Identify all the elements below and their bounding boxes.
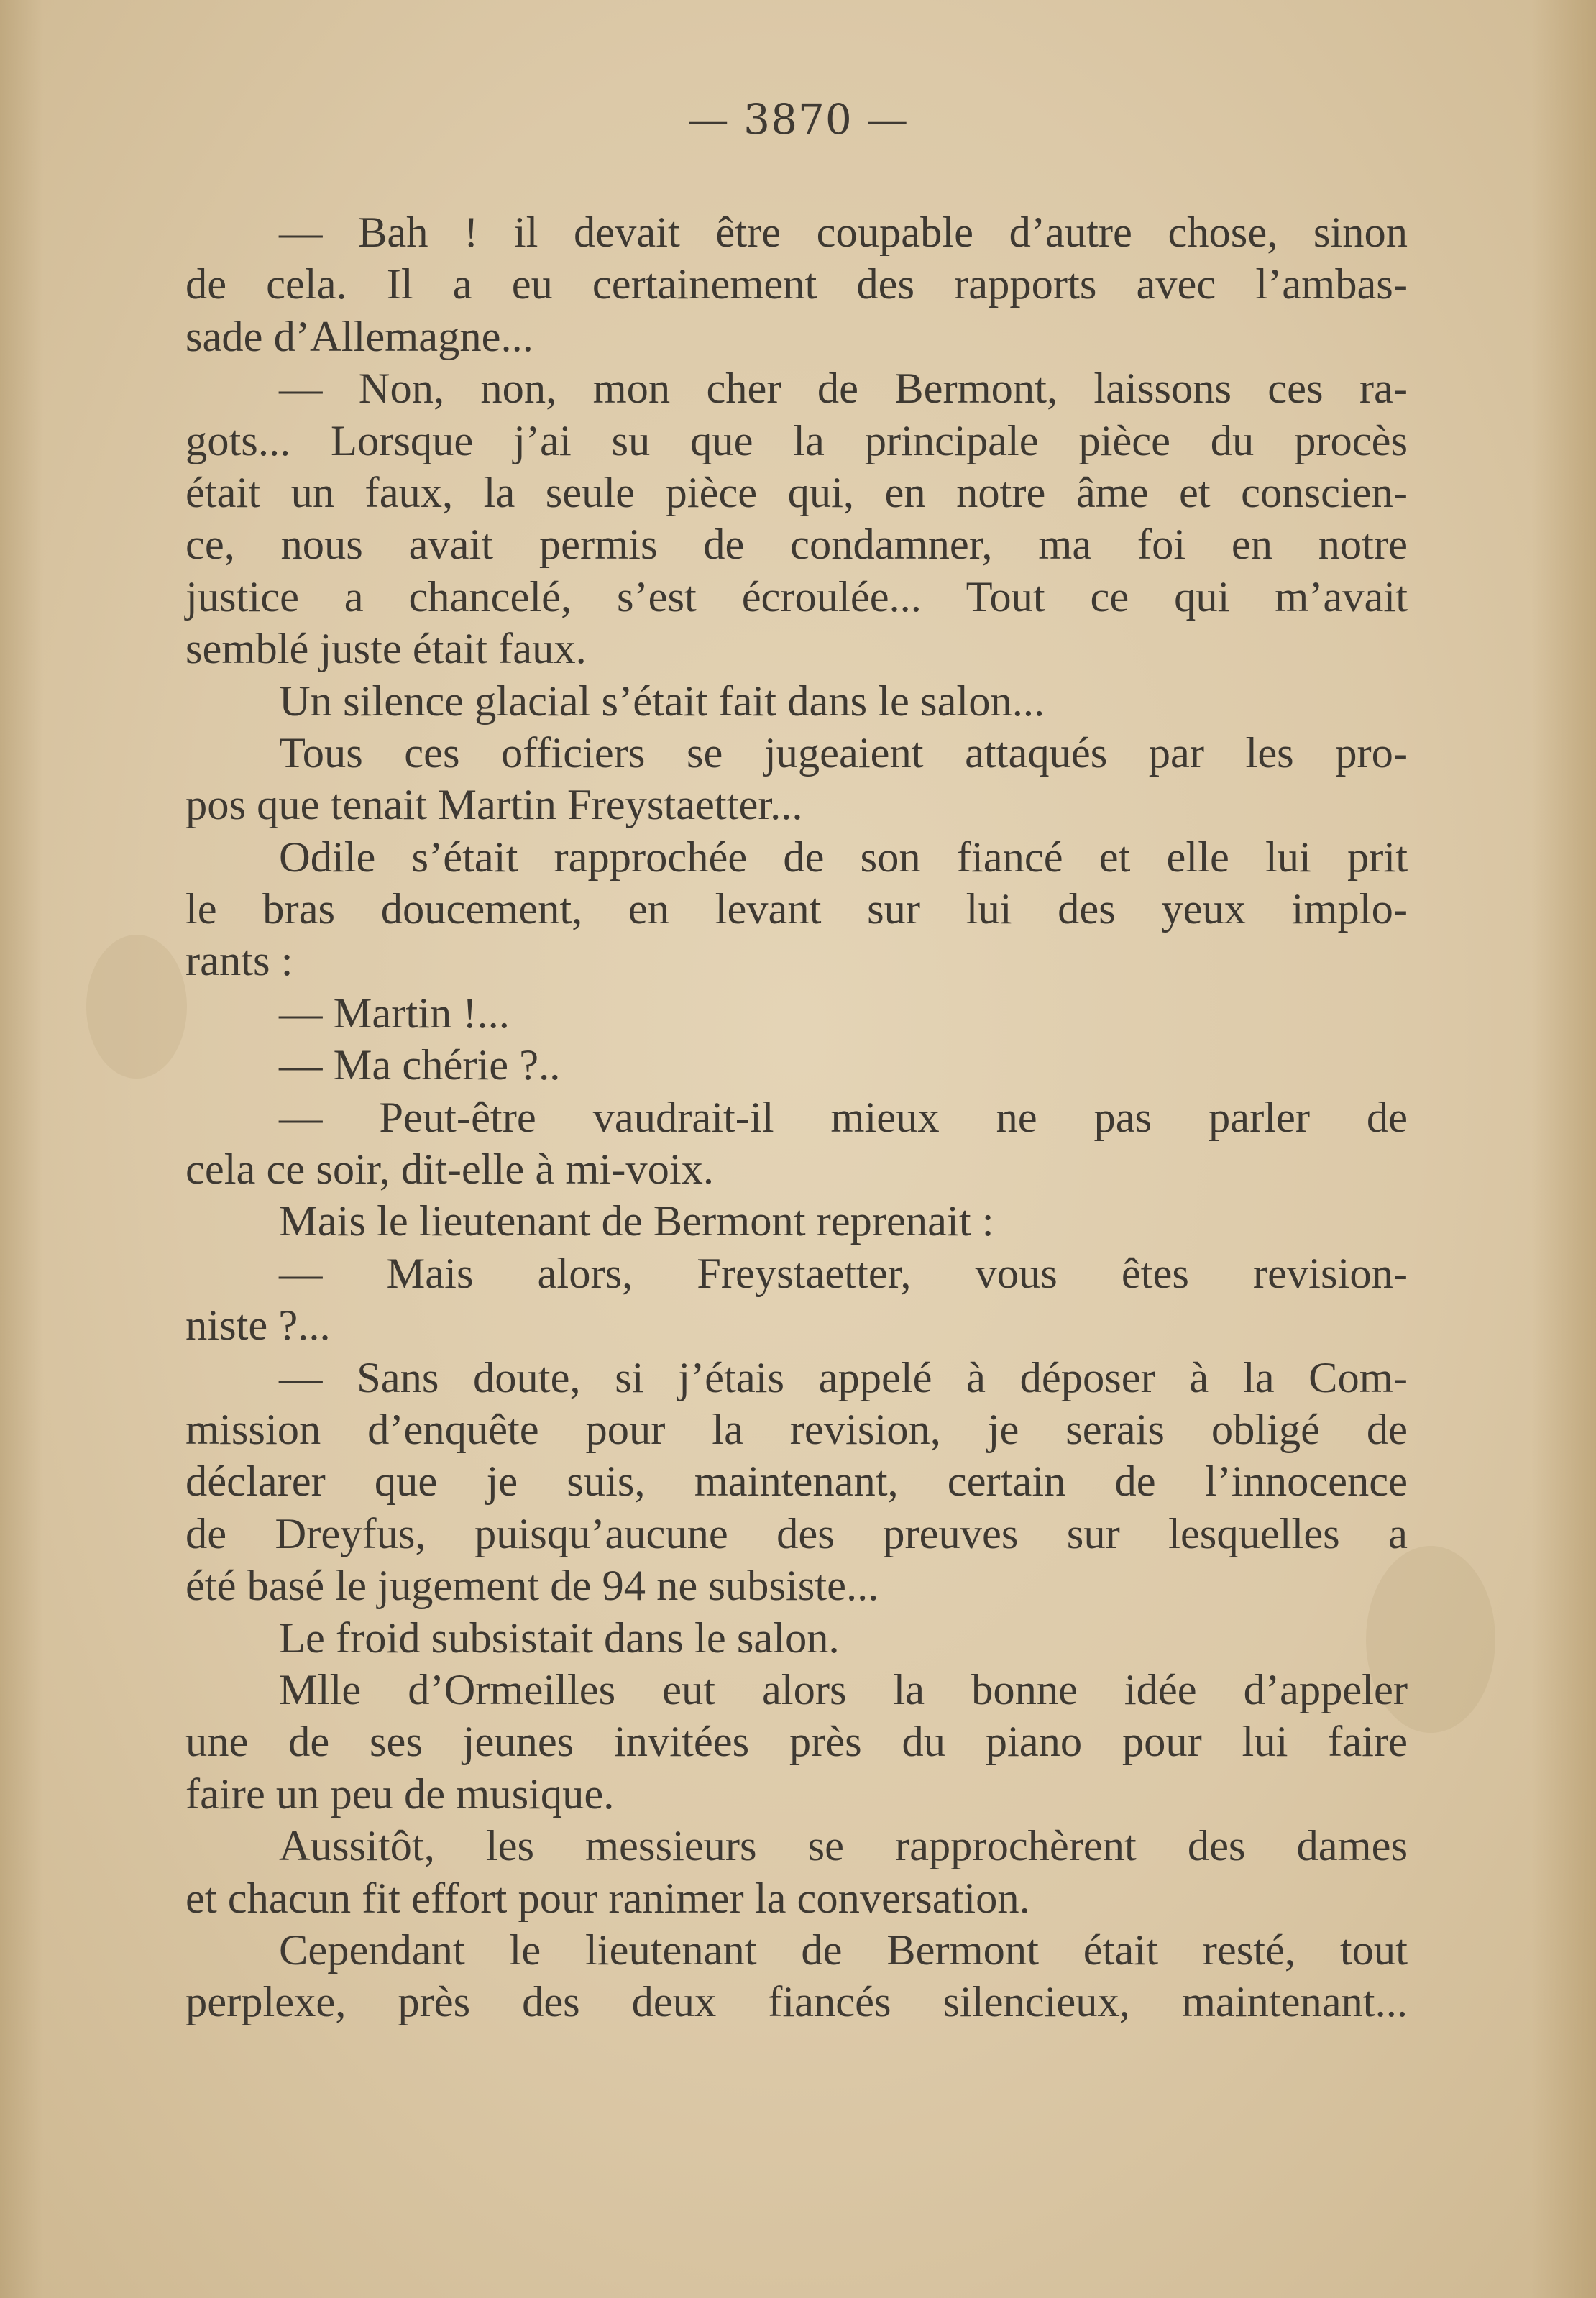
text-line: et chacun fit effort pour ranimer la conversation. (185, 1874, 1030, 1923)
text-line: Le froid subsistait dans le salon. (279, 1613, 840, 1662)
text-line: — Peut-être vaudrait-il mieux ne pas parler de (279, 1093, 1408, 1142)
text-line: — Martin !... (279, 989, 510, 1038)
text-line: pos que tenait Martin Freystaetter... (185, 781, 803, 830)
text-line: Mais le lieutenant de Bermont reprenait : (279, 1197, 994, 1246)
text-line: mission d’enquête pour la revision, je serais obligé de (185, 1405, 1408, 1454)
page-number: — 3870 — (687, 95, 909, 144)
text-line: semblé juste était faux. (185, 625, 587, 674)
text-line: — Ma chérie ?.. (279, 1041, 561, 1090)
text-line: de cela. Il a eu certainement des rapports avec l’ambas- (185, 260, 1408, 309)
text-line: de Dreyfus, puisqu’aucune des preuves sur lesquelles a (185, 1509, 1408, 1558)
text-line: justice a chancelé, s’est écroulée... Tout ce qui m’avait (185, 572, 1408, 621)
text-line: Aussitôt, les messieurs se rapprochèrent des dames (279, 1822, 1408, 1871)
text-line: Odile s’était rapprochée de son fiancé et elle lui prit (279, 833, 1408, 882)
text-line: Cependant le lieutenant de Bermont était resté, tout (279, 1926, 1408, 1974)
text-line: été basé le jugement de 94 ne subsiste... (185, 1562, 879, 1611)
body-text (185, 207, 1408, 2029)
page-edge-left (0, 0, 43, 2298)
text-line: était un faux, la seule pièce qui, en notre âme et conscien- (185, 468, 1408, 517)
text-line: Mlle d’Ormeilles eut alors la bonne idée d’appeler (279, 1665, 1408, 1714)
text-line: sade d’Allemagne... (185, 312, 533, 361)
text-line: cela ce soir, dit-elle à mi-voix. (185, 1145, 715, 1194)
text-line: perplexe, près des deux fiancés silencieux, maintenant... (185, 1978, 1408, 2027)
paper-stain (86, 935, 187, 1079)
text-line: — Bah ! il devait être coupable d’autre chose, sinon (279, 209, 1408, 257)
text-line: une de ses jeunes invitées près du piano pour lui faire (185, 1718, 1408, 1767)
text-line: — Mais alors, Freystaetter, vous êtes revision- (279, 1249, 1408, 1298)
text-line: déclarer que je suis, maintenant, certain de l’innocence (185, 1457, 1408, 1506)
text-line: — Non, non, mon cher de Bermont, laissons ces ra- (279, 365, 1408, 413)
page-edge-right (1531, 0, 1596, 2298)
text-line: — Sans doute, si j’étais appelé à déposer à la Com- (279, 1353, 1408, 1402)
text-line: faire un peu de musique. (185, 1770, 615, 1818)
text-line: Tous ces officiers se jugeaient attaqués par les pro- (279, 728, 1408, 777)
text-line: niste ?... (185, 1301, 331, 1350)
text-line: ce, nous avait permis de condamner, ma foi en notre (185, 521, 1408, 569)
text-line: le bras doucement, en levant sur lui des yeux implo- (185, 885, 1408, 934)
text-line: gots... Lorsque j’ai su que la principale pièce du procès (185, 416, 1408, 465)
text-line: Un silence glacial s’était fait dans le salon... (279, 677, 1045, 725)
text-line: rants : (185, 937, 293, 986)
